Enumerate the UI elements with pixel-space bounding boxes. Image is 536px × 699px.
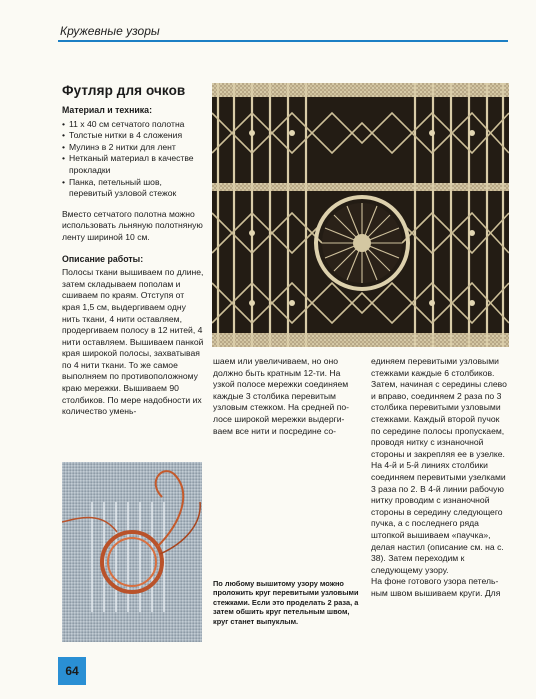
alt-fabric-paragraph: Вместо сетчатого полотна можно использовать льняную полотняную ленту шириной 10 см.	[62, 208, 203, 242]
right-column	[371, 356, 509, 599]
work-paragraph-3: единяем перевитыми узловыми стежками каждые 6 столбиков. Затем, начиная с середины слево и вправо, соединяем 2 раза по 3 столбика перевитыми узловыми стежками. Каждый второй пучок по середине полосы пропускаем, проводя нитку с изнаночной стороны и закрепляя ее в узелке. На 4-й и 5-й линиях столбики соединяем перевитыми узелками 3 раза по 2. В 4-й линии рабочую нитку проводим с изнаночной стороны в середину следующего пучка, а с последнего ряда штопкой вышиваем «паучка», делая настил (описание см. на с. 38). Затем переходим к следующему узору.	[371, 356, 507, 575]
list-item: • Толстые нитки в 4 сложения	[62, 130, 204, 142]
work-paragraph-1: Полосы ткани вышиваем по длине, затем складываем пополам и сшиваем по краям. Отступя от края 1,5 см, выдергиваем одну нить ткани, 4 нити оставляем, продергиваем полосу в 12 нитей, 4 нити оставляем. Вышиваем панкой края широкой полосы, захватывая по 4 нити ткани. То же самое выполняем по противоположному краю мережки. Вышиваем 90 столбиков. По мере надобности их количество умень-	[62, 267, 204, 417]
list-item: • Панка, петельный шов, перевитый узловой стежок	[62, 177, 204, 200]
article-title: Футляр для очков	[62, 83, 186, 98]
left-column	[62, 105, 204, 418]
work-heading: Описание работы:	[62, 253, 144, 264]
list-item: • Мулинэ в 2 нитки для лент	[62, 142, 204, 154]
photo-caption: По любому вышитому узору можно проложить круг перевитыми узловыми стежками. Если это проделать 2 раза, а затем обшить круг петельным швом, круг станет выпуклым.	[213, 579, 359, 626]
page-number: 64	[58, 657, 86, 685]
list-item: • 11 х 40 см сетчатого полотна	[62, 119, 204, 131]
materials-heading: Материал и техника:	[62, 105, 153, 115]
sample-illustration	[62, 462, 202, 642]
running-title: Кружевные узоры	[60, 24, 160, 38]
middle-column: шаем или увеличиваем, но оно должно быть кратным 12-ти. На узкой полосе мережки соединяем каждые 3 столбика перевитым узловым стежком. На средней полосе широкой мережки выдергиваем все нити и посредине со-	[213, 356, 350, 436]
embroidery-sample-photo	[62, 462, 202, 642]
lace-illustration	[212, 83, 509, 347]
lace-detail-photo	[212, 83, 509, 347]
materials-list	[62, 119, 204, 200]
work-paragraph-4: На фоне готового узора петельным швом вышиваем круги. Для	[371, 576, 501, 598]
list-item: • Нетканый материал в качестве прокладки	[62, 153, 204, 176]
header-rule	[58, 40, 508, 42]
